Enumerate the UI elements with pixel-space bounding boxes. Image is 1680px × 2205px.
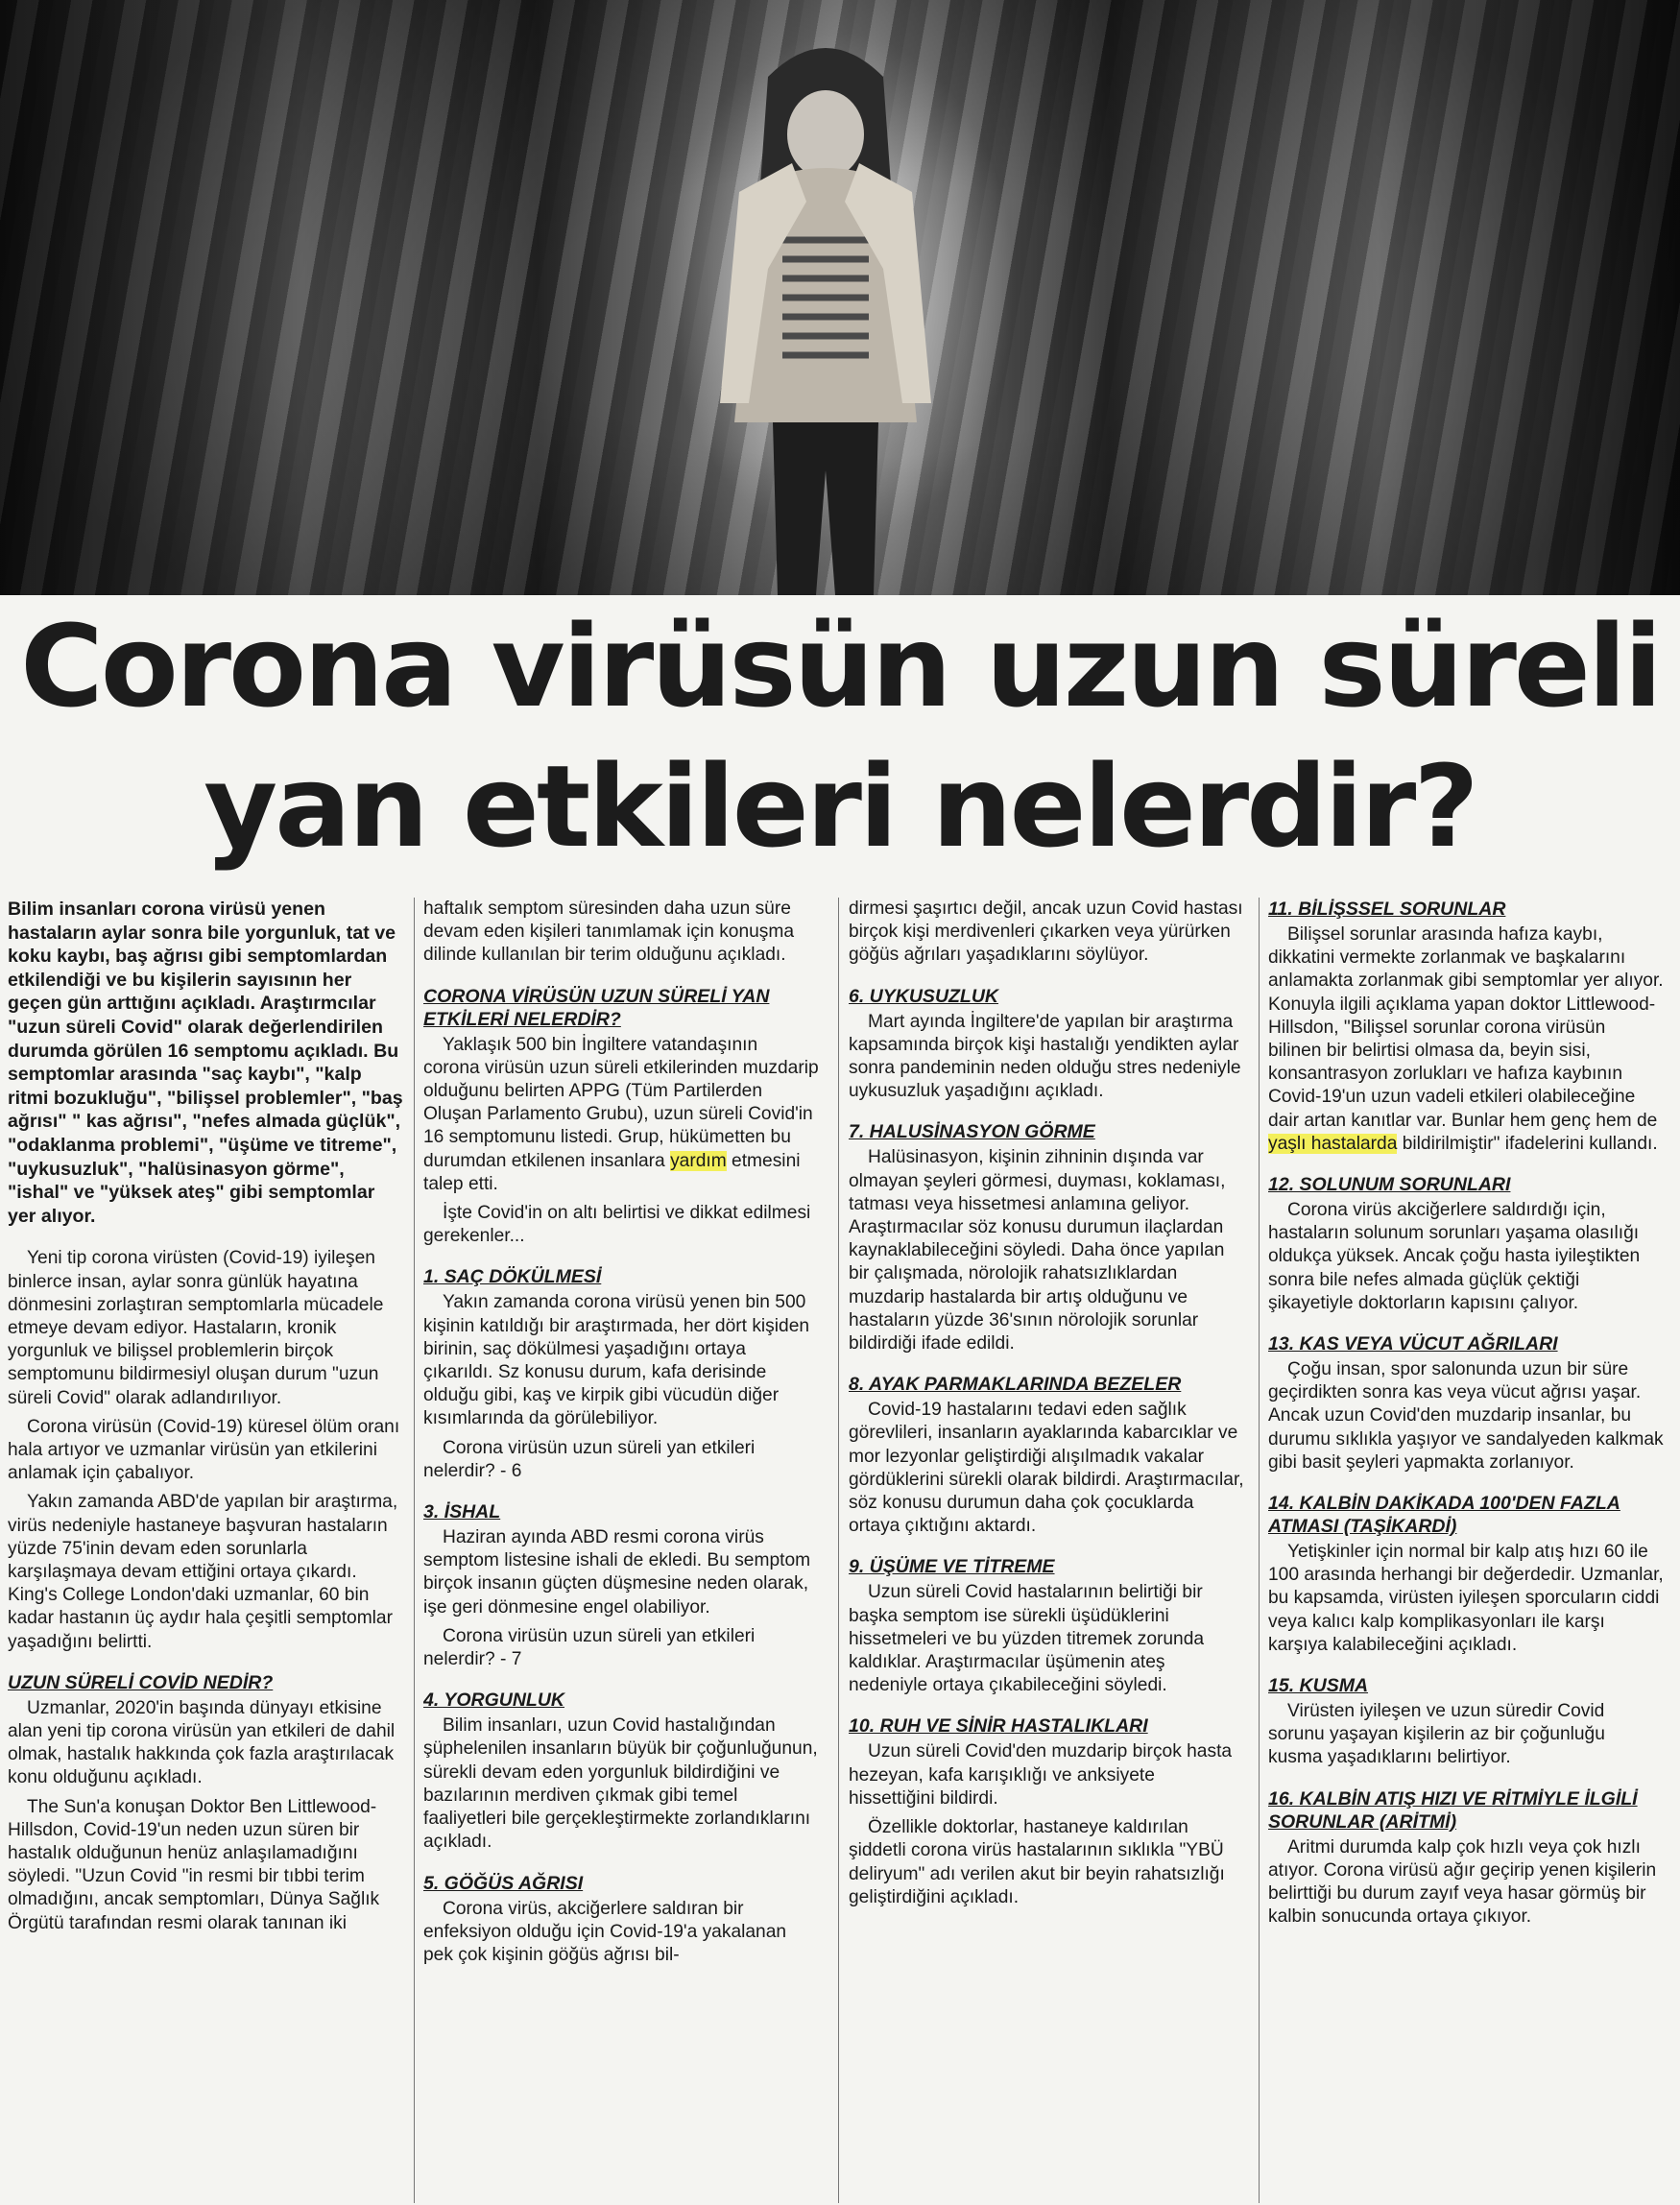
paragraph: Corona virüsün (Covid-19) küresel ölüm oranı hala artıyor ve uzmanlar virüsün yan etkilerini anlamak için çabalıyor. (8, 1416, 400, 1484)
section-heading: 3. İSHAL (423, 1501, 501, 1523)
paragraph: Corona virüs akciğerlere saldırdığı için, hastaların solunum sorunları yaşama olasılığı oldukça yüksek. Ancak çoğu hasta iyileştikten sonra bile nefes almada güçlük çektiği şikayetiyle doktorların kapısını çalıyor. (1268, 1200, 1641, 1313)
paragraph (423, 1034, 819, 1196)
highlighted-text: yaşlı hastalarda (1268, 1133, 1398, 1154)
lead-paragraph: Bilim insanları corona virüsü yenen hastaların aylar sonra bile yorgunluk, tat ve koku kaybı, baş ağrısı gibi semptomlardan etkilendiği ve bu kişilerin sayısının her geçen gün arttığını açıkladı. Araştırmcılar "uzun süreli Covid" olarak değerlendirilen durumda görülen 16 semptomu açıkladı. Bu semptomlar arasında "saç kaybı", "kalp ritmi bozukluğu", "bilişsel problemler", "baş ağrısı" " kas ağrısı", "nefes almada güçlük", "odaklanma problemi", "üşüme ve titreme", "uykusuzluk", "halüsinasyon görme", "ishal" ve "yüksek ateş" gibi semptomlar yer alıyor. (8, 899, 403, 1227)
paragraph: Çoğu insan, spor salonunda uzun bir süre geçirdikten sonra kas veya vücut ağrısı yaşar. Ancak uzun Covid'den muzdarip insanlar, bu durumu sıklıkla yaşıyor ve sandalyeden kalkmak gibi basit şeyleri yapmakta zorlanıyor. (1268, 1359, 1664, 1473)
paragraph: dirmesi şaşırtıcı değil, ancak uzun Covid hastası birçok kişi merdivenleri çıkarken veya yürürken göğüs ağrıları yaşadıklarını söylüyor. (849, 899, 1243, 966)
text-run: Bilişsel sorunlar arasında hafıza kaybı, dikkatini vermekte zorlanmak ve başkalarını anlamakta zorlanmak gibi semptomlar yer alıyor. Konuyla ilgili açıklama yapan doktor Littlewood-Hillsdon, "Bilişsel sorunlar corona virüsün bilinen bir belirtisi olmasa da, beyin sisi, konsantrasyon zorlukları ve hafıza kaybının Covid-19'un uzun vadeli etkileri olabileceğine dair artan kanıtlar var. Bunlar hem genç hem de (1268, 924, 1664, 1131)
paragraph: İşte Covid'in on altı belirtisi ve dikkat edilmesi gerekenler... (423, 1203, 811, 1247)
section-heading: 8. AYAK PARMAKLARINDA BEZELER (849, 1374, 1182, 1396)
paragraph: Mart ayında İngiltere'de yapılan bir araştırma kapsamında birçok kişi hastalığı yendikten aylar sonra pandeminin neden olduğu stres nedeniyle uykusuzluk yaşadığını açıkladı. (849, 1011, 1241, 1102)
section-heading: 10. RUH VE SİNİR HASTALIKLARI (849, 1715, 1148, 1738)
text-run: Yaklaşık 500 bin İngiltere vatandaşının corona virüsün uzun süreli etkilerinden muzdarip olduğunu belirten APPG (Tüm Partilerden Oluşan Parlamento Grubu), uzun süreli Covid'in 16 semptomunu listedi. Grup, hükümetten bu durumdan etkilenen insanlara (423, 1034, 819, 1171)
column-rule (1259, 898, 1260, 2203)
section-heading: 4. YORGUNLUK (423, 1690, 564, 1712)
paragraph: Covid-19 hastalarını tedavi eden sağlık görevlileri, insanların ayaklarında kabarcıklar ve mor lezyonlar geliştirdiği alışılmadık vakalar gördüklerini sürekli olarak bildirdi. Araştırmacılar, söz konusu durumun daha çok çocuklarda ortaya çıktığını aktardı. (849, 1400, 1244, 1537)
text-run: bildirilmiştir" ifadelerini kullandı. (1397, 1133, 1658, 1154)
section-heading: 6. UYKUSUZLUK (849, 985, 999, 1007)
section-heading: 15. KUSMA (1268, 1675, 1369, 1697)
section-heading: 1. SAÇ DÖKÜLMESİ (423, 1266, 602, 1288)
section-heading: 13. KAS VEYA VÜCUT AĞRILARI (1268, 1333, 1558, 1355)
section-heading: 16. KALBİN ATIŞ HIZI VE RİTMİYLE İLGİLİ SORUNLAR (ARİTMİ) (1268, 1787, 1638, 1833)
column-rule (414, 898, 415, 2203)
section-heading: 14. KALBİN DAKİKADA 100'DEN FAZLA ATMASI (TAŞİKARDİ) (1268, 1493, 1620, 1538)
paragraph: Haziran ayında ABD resmi corona virüs semptom listesine ishali de ekledi. Bu semptom birçok insanın güçten düşmesine neden olarak, işe geri dönmesine engel olabiliyor. (423, 1527, 811, 1618)
paragraph: Uzmanlar, 2020'in başında dünyayı etkisine alan yeni tip corona virüsün yan etkileri de dahil olmak, hastalık hakkında çok fazla araştırılacak konu olduğunu açıkladı. (8, 1697, 396, 1788)
paragraph: Yeni tip corona virüsten (Covid-19) iyileşen binlerce insan, aylar sonra günlük hayatına dönmesini zorlaştıran semptomlarla mücadele etmeye devam ediyor. Hastaların, kronik yorgunluk ve bilişsel problemlerin birçok semptomunu bildirmesiyl oluşan durum "uzun süreli Covid" olarak adlandırılıyor. (8, 1248, 384, 1408)
paragraph: Bilim insanları, uzun Covid hastalığından şüphelenilen insanların büyük bir çoğunluğunun, sürekli devam eden yorgunluk bildirdiğini ve bazılarının merdiven çıkmak gibi temel faaliyetleri bile gerçekleştirmekte zorlandıklarını açıkladı. (423, 1715, 818, 1853)
section-heading: CORONA VİRÜSÜN UZUN SÜRELİ YAN ETKİLERİ NELERDİR? (423, 985, 770, 1030)
column-2 (423, 898, 819, 2203)
column-4 (1268, 898, 1664, 2203)
section-heading: 12. SOLUNUM SORUNLARI (1268, 1174, 1511, 1196)
article-body (0, 898, 1680, 2205)
section-heading: 11. BİLİŞSSEL SORUNLAR (1268, 899, 1506, 920)
highlighted-text: yardım (670, 1150, 727, 1171)
paragraph: Yetişkinler için normal bir kalp atış hızı 60 ile 100 arasında herhangi bir değerdedir. Uzmanlar, bu kapsamda, virüsten iyileşen sporcuların ciddi veya kalıcı kalp komplikasyonları ile karşı karşıya kalabileceğini açıkladı. (1268, 1542, 1664, 1655)
paragraph: Uzun süreli Covid'den muzdarip birçok hasta hezeyan, kafa karışıklığı ve anksiyete hissettiğini bildirdi. (849, 1741, 1233, 1809)
paragraph: Virüsten iyileşen ve uzun süredir Covid sorunu yaşayan kişilerin az bir çoğunluğu kusma yaşadıklarını belirtiyor. (1268, 1701, 1605, 1768)
column-3 (849, 898, 1244, 2203)
paragraph (1268, 923, 1664, 1156)
paragraph: Aritmi durumda kalp çok hızlı veya çok hızlı atıyor. Corona virüsü ağır geçirip yenen kişilerin belirttiği bu durum zayıf veya hasar görmüş bir kalbin sonucunda ortaya çıkıyor. (1268, 1836, 1657, 1928)
column-1 (8, 898, 403, 2203)
paragraph: Yakın zamanda ABD'de yapılan bir araştırma, virüs nedeniyle hastaneye başvuran hastaların yüzde 75'inin devam eden sorunlarla karşılaşmaya devam ettiğini ortaya çıkardı. King's College London'daki uzmanlar, 60 bin kadar hastanın üç aydır hala çeşitli semptomlar yaşadığını belirtti. (8, 1492, 398, 1652)
paragraph: Corona virüs, akciğerlere saldıran bir enfeksiyon olduğu için Covid-19'a yakalanan pek çok kişinin göğüs ağrısı bil- (423, 1898, 787, 1965)
section-heading: 7. HALUSİNASYON GÖRME (849, 1121, 1095, 1143)
paragraph: Uzun süreli Covid hastalarının belirtiği bir başka semptom ise sürekli üşüdüklerini hissetmeleri ve bu yüzden titremek zorunda kaldıklar. Araştırmacılar üşümenin ateş nedeniyle ortaya çıkabileceğini söyledi. (849, 1582, 1205, 1696)
paragraph: Özellikle doktorlar, hastaneye kaldırılan şiddetli corona virüs hastalarının sıklıkla "YBÜ deliryum" adı verilen akut bir beyin rahatsızlığı geliştirdiğini açıkladı. (849, 1817, 1225, 1907)
section-heading: 9. ÜŞÜME VE TİTREME (849, 1556, 1055, 1578)
headline (0, 595, 1680, 883)
paragraph: Yakın zamanda corona virüsü yenen bin 500 kişinin katıldığı bir araştırmada, her dört kişiden birinin, saç dökülmesi yaşadığını ortaya çıkarıldı. Sz konusu durum, kafa derisinde olduğu gibi, kaş ve kirpik gibi vücudün diğer kısımlarında da görülebiliyor. (423, 1292, 810, 1429)
headline-line-2: yan etkileri nelerdir? (204, 740, 1476, 873)
paragraph: Halüsinasyon, kişinin zihninin dışında var olmayan şeyleri görmesi, duyması, koklaması, tatması veya hissetmesi anlamına geliyor. Araştırmacılar söz konusu durumun ilaçlardan kaynaklabileceğini söyledi. Daha önce yapılan bir çalışmada, nörolojik rahatsızlıklardan muzdarip hastalarda bir artış olduğunu ve hastaların yüzde 36'sının nörolojik sorunlar bildirdiği ifade edildi. (849, 1147, 1226, 1354)
paragraph: Corona virüsün uzun süreli yan etkileri nelerdir? - 7 (423, 1625, 756, 1670)
paragraph: The Sun'a konuşan Doktor Ben Littlewood-Hillsdon, Covid-19'un neden uzun süren bir hastalık olduğunun henüz anlaşılamadığını söyledi. "Uzun Covid "in resmi bir tıbbi terim olmadığını, ancak semptomları, Dünya Sağlık Örgütü tarafından resmi olarak tanınan iki (8, 1796, 380, 1933)
woman-covering-face-photo (701, 19, 950, 595)
paragraph: haftalık semptom süresinden daha uzun süre devam eden kişileri tanımlamak için konuşma dilinde kullanılan bir terim olduğunu açıkladı. (423, 899, 795, 966)
text-run: etmesini talep etti. (423, 1150, 801, 1194)
paragraph: Corona virüsün uzun süreli yan etkileri nelerdir? - 6 (423, 1437, 756, 1481)
header-photo (0, 0, 1680, 595)
section-heading: 5. GÖĞÜS AĞRISI (423, 1872, 584, 1894)
headline-line-1: Corona virüsün uzun süreli (20, 600, 1660, 732)
section-heading: UZUN SÜRELİ COVİD NEDİR? (8, 1671, 274, 1693)
column-rule (838, 898, 839, 2203)
